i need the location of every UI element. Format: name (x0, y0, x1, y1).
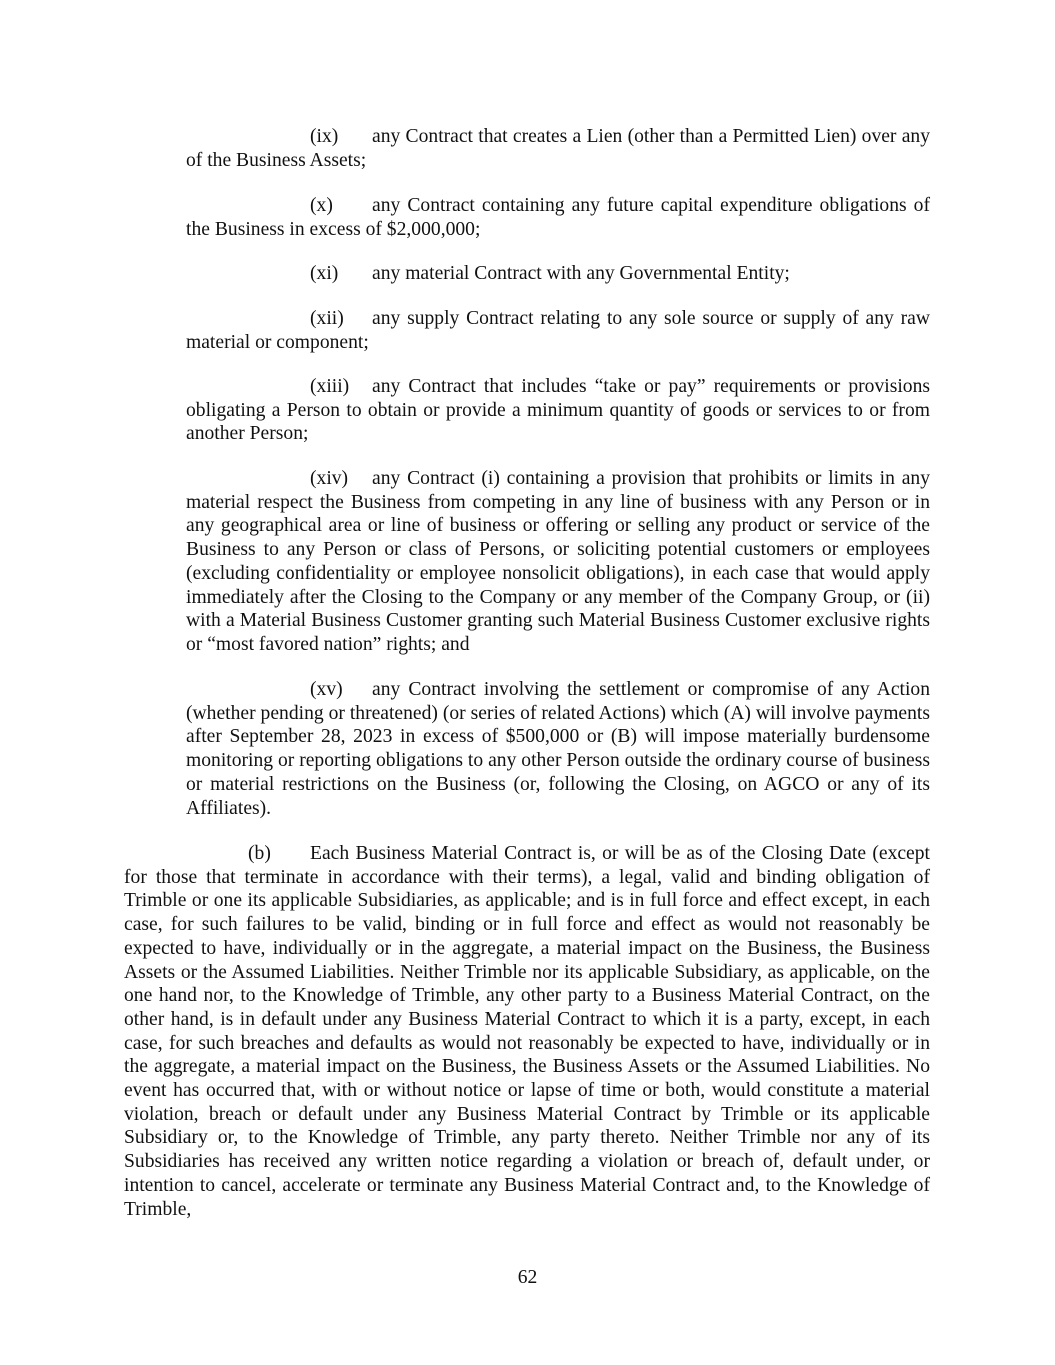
item-label: (ix) (310, 126, 339, 147)
list-item-x (186, 194, 930, 241)
item-label: (x) (310, 195, 333, 216)
list-item-xi (186, 262, 930, 286)
list-item-xii (186, 307, 930, 354)
item-label: (xv) (310, 679, 343, 700)
list-item-xiv (186, 467, 930, 657)
item-text: any Contract involving the settlement or compromise of any Action (whether pending or threatened) (or series of related Actions) which (A) will involve payments after September 28, 2023 in excess of $500,000 or (B) will impose materially burdensome monitoring or reporting obligations to any other Person outside the ordinary course of business or material restrictions on the Business (or, following the Closing, on AGCO or any of its Affiliates). (186, 679, 930, 819)
paragraph-b (124, 842, 930, 1221)
item-label: (xiii) (310, 376, 350, 397)
item-label: (xii) (310, 308, 344, 329)
item-text: any Contract that creates a Lien (other than a Permitted Lien) over any of the Business Assets; (186, 126, 930, 171)
list-item-xv (186, 678, 930, 820)
item-text: any Contract (i) containing a provision that prohibits or limits in any material respect the Business from competing in any line of business with any Person or in any geographical area or line of business or offering or selling any product or service of the Business to any Person or class of Persons, or soliciting potential customers or employees (excluding confidentiality or employee nonsolicit obligations), in each case that would apply immediately after the Closing to the Company or any member of the Company Group, or (ii) with a Material Business Customer granting such Material Business Customer exclusive rights or “most favored nation” rights; and (186, 468, 930, 655)
item-label: (xiv) (310, 468, 349, 489)
page-number: 62 (517, 1267, 538, 1288)
paragraph-label: (b) (248, 843, 271, 864)
item-text: any Contract that includes “take or pay” requirements or provisions obligating a Person to obtain or provide a minimum quantity of goods or services to or from another Person; (186, 376, 930, 445)
list-item-ix (186, 125, 930, 172)
item-text: any Contract containing any future capital expenditure obligations of the Business in excess of $2,000,000; (186, 195, 930, 240)
list-item-xiii (186, 375, 930, 446)
item-text: any material Contract with any Governmental Entity; (372, 263, 790, 284)
item-label: (xi) (310, 263, 339, 284)
paragraph-text: Each Business Material Contract is, or will be as of the Closing Date (except for those that terminate in accordance with their terms), a legal, valid and binding obligation of Trimble or one its applicable Subsidiaries, as applicable; and is in full force and effect except, in each case, for such failures to be valid, binding or in full force and effect as would not reasonably be expected to have, individually or in the aggregate, a material impact on the Business, the Business Assets or the Assumed Liabilities. Neither Trimble nor its applicable Subsidiary, as applicable, on the one hand nor, to the Knowledge of Trimble, any other party to a Business Material Contract, on the other hand, is in default under any Business Material Contract to which it is a party, except, in each case, for such breaches and defaults as would not reasonably be expected to have, individually or in the aggregate, a material impact on the Business, the Business Assets or the Assumed Liabilities. No event has occurred that, with or without notice or lapse of time or both, would constitute a material violation, breach or default under any Business Material Contract by Trimble or its applicable Subsidiary or, to the Knowledge of Trimble, any party thereto. Neither Trimble nor any of its Subsidiaries has received any written notice regarding a violation or breach of, default under, or intention to cancel, accelerate or terminate any Business Material Contract and, to the Knowledge of Trimble, (124, 843, 930, 1220)
item-text: any supply Contract relating to any sole source or supply of any raw material or component; (186, 308, 930, 353)
